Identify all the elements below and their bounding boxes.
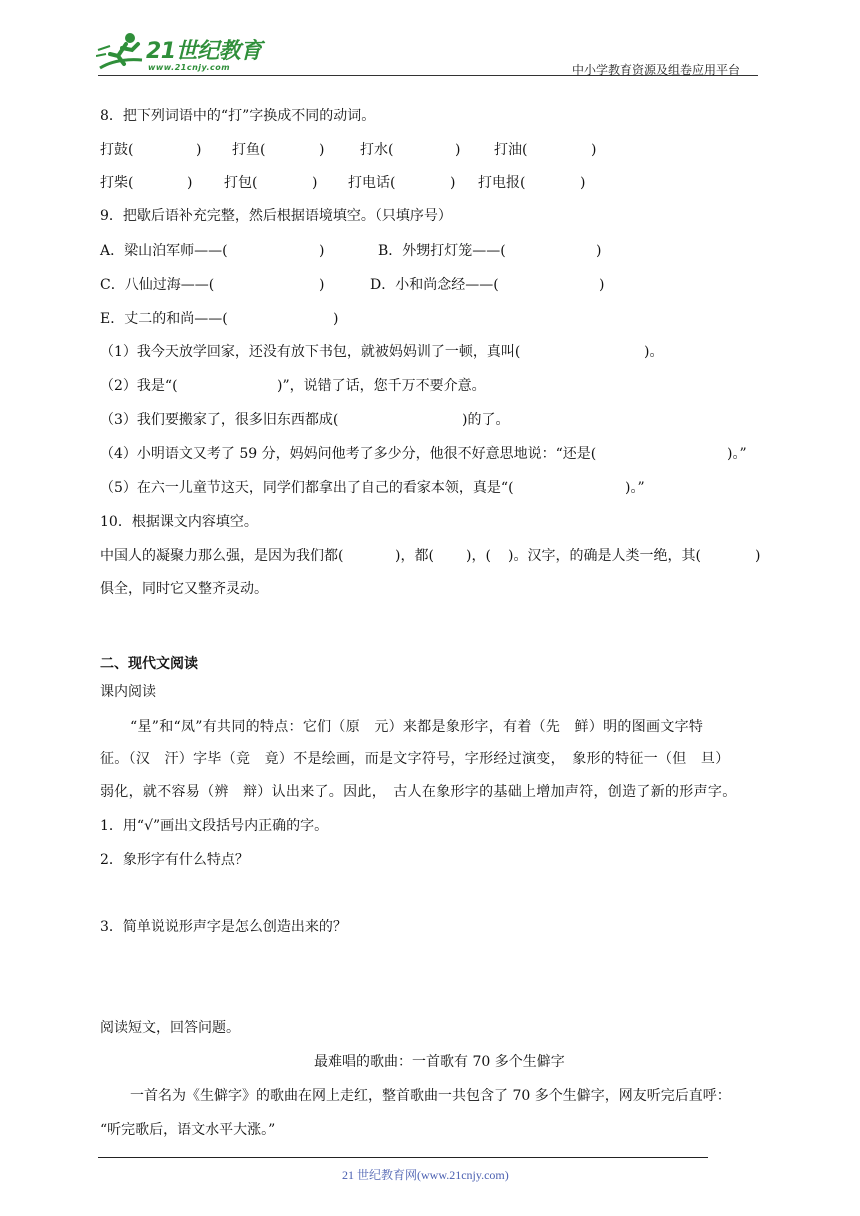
q10-title: 10．根据课文内容填空。: [100, 514, 258, 530]
q10-line2: 俱全，同时它又整齐灵动。: [100, 581, 268, 597]
logo-url: www.21cnjy.com: [148, 63, 231, 72]
option-c-close: ): [319, 277, 325, 293]
reading-intro: 阅读短文，回答问题。: [100, 1020, 240, 1036]
platform-name: 中小学教育资源及组卷应用平台: [572, 63, 741, 77]
article-paragraph-line: 一首名为《生僻字》的歌曲在网上走红，整首歌曲一共包含了 70 多个生僻字，网友听完后直呼：: [130, 1088, 731, 1104]
option-b: B．外甥打灯笼——(: [378, 243, 506, 259]
blank-suffix: ): [319, 142, 325, 158]
q10-line1-e: ): [755, 548, 761, 564]
q8-title: 8．把下列词语中的“打”字换成不同的动词。: [100, 108, 376, 124]
site-logo: [96, 30, 266, 76]
q9-sentence-4b: )。”: [727, 446, 747, 462]
blank-prefix: 打油(: [494, 142, 528, 158]
blank-prefix: 打电话(: [348, 175, 396, 191]
q10-line1-b: )，都(: [395, 548, 434, 564]
blank-prefix: 打包(: [224, 175, 258, 191]
blank-prefix: 打柴(: [100, 175, 134, 191]
reading-question-1: 1．用“√”画出文段括号内正确的字。: [100, 818, 329, 834]
reading-question-2: 2．象形字有什么特点？: [100, 852, 249, 868]
option-a-close: ): [319, 243, 325, 259]
q9-sentence-5b: )。”: [625, 480, 645, 496]
reading-paragraph-line: 弱化，就不容易（辨 辩）认出来了。因此， 古人在象形字的基础上增加声符，创造了新的形声字。: [100, 784, 737, 800]
q9-title: 9．把歇后语补充完整，然后根据语境填空。（只填序号）: [100, 208, 452, 224]
option-d-close: ): [599, 277, 605, 293]
header-divider: [98, 75, 758, 76]
option-e: E．丈二的和尚——(: [100, 311, 228, 327]
q9-sentence-3a: （3）我们要搬家了，很多旧东西都成(: [100, 412, 339, 428]
q9-sentence-5a: （5）在六一儿童节这天，同学们都拿出了自己的看家本领，真是“(: [100, 480, 514, 496]
blank-prefix: 打电报(: [478, 175, 526, 191]
footer-divider: [98, 1157, 708, 1158]
blank-prefix: 打水(: [360, 142, 394, 158]
article-paragraph-line: “听完歌后，语文水平大涨。”: [100, 1122, 276, 1138]
blank-suffix: ): [312, 175, 318, 191]
reading-question-3: 3．简单说说形声字是怎么创造出来的？: [100, 919, 347, 935]
option-b-close: ): [596, 243, 602, 259]
footer-link[interactable]: 21 世纪教育网(www.21cnjy.com): [342, 1168, 509, 1182]
section-subheading: 课内阅读: [100, 684, 156, 700]
blank-suffix: ): [455, 142, 461, 158]
blank-suffix: ): [187, 175, 193, 191]
reading-paragraph-line: “星”和“凤”有共同的特点：它们（原 元）来都是象形字，有着（先 鲜）明的图画文字特: [130, 719, 704, 735]
logo-text: 21世纪教育: [146, 39, 262, 64]
q9-sentence-1: （1）我今天放学回家，还没有放下书包，就被妈妈训了一顿，真叫(: [100, 344, 521, 360]
option-e-close: ): [333, 311, 339, 327]
q10-line1-d: )。汉字，的确是人类一绝，其(: [508, 548, 701, 564]
q9-sentence-3b: )的了。: [462, 412, 510, 428]
blank-suffix: ): [580, 175, 586, 191]
option-a: A．梁山泊军师——(: [100, 243, 228, 259]
q10-line1-a: 中国人的凝聚力那么强，是因为我们都(: [100, 548, 344, 564]
blank-suffix: ): [450, 175, 456, 191]
blank-suffix: ): [196, 142, 202, 158]
option-d: D．小和尚念经——(: [370, 277, 499, 293]
q9-sentence-4a: （4）小明语文又考了 59 分，妈妈问他考了多少分，他很不好意思地说：“还是(: [100, 446, 597, 462]
blank-prefix: 打鼓(: [100, 142, 134, 158]
runner-logo-icon: [96, 30, 150, 76]
section-heading: 二、现代文阅读: [100, 656, 198, 672]
blank-suffix: ): [591, 142, 597, 158]
q9-sentence-1-end: )。: [644, 344, 664, 360]
article-title: 最难唱的歌曲：一首歌有 70 多个生僻字: [314, 1054, 565, 1070]
reading-paragraph-line: 征。（汉 汗）字毕（竞 竟）不是绘画，而是文字符号，字形经过演变， 象形的特征一（但 旦）: [100, 751, 730, 767]
q9-sentence-2b: )”，说错了话，您千万不要介意。: [277, 378, 486, 394]
q9-sentence-2a: （2）我是“(: [100, 378, 178, 394]
option-c: C．八仙过海——(: [100, 277, 215, 293]
q10-line1-c: )，(: [466, 548, 491, 564]
blank-prefix: 打鱼(: [232, 142, 266, 158]
